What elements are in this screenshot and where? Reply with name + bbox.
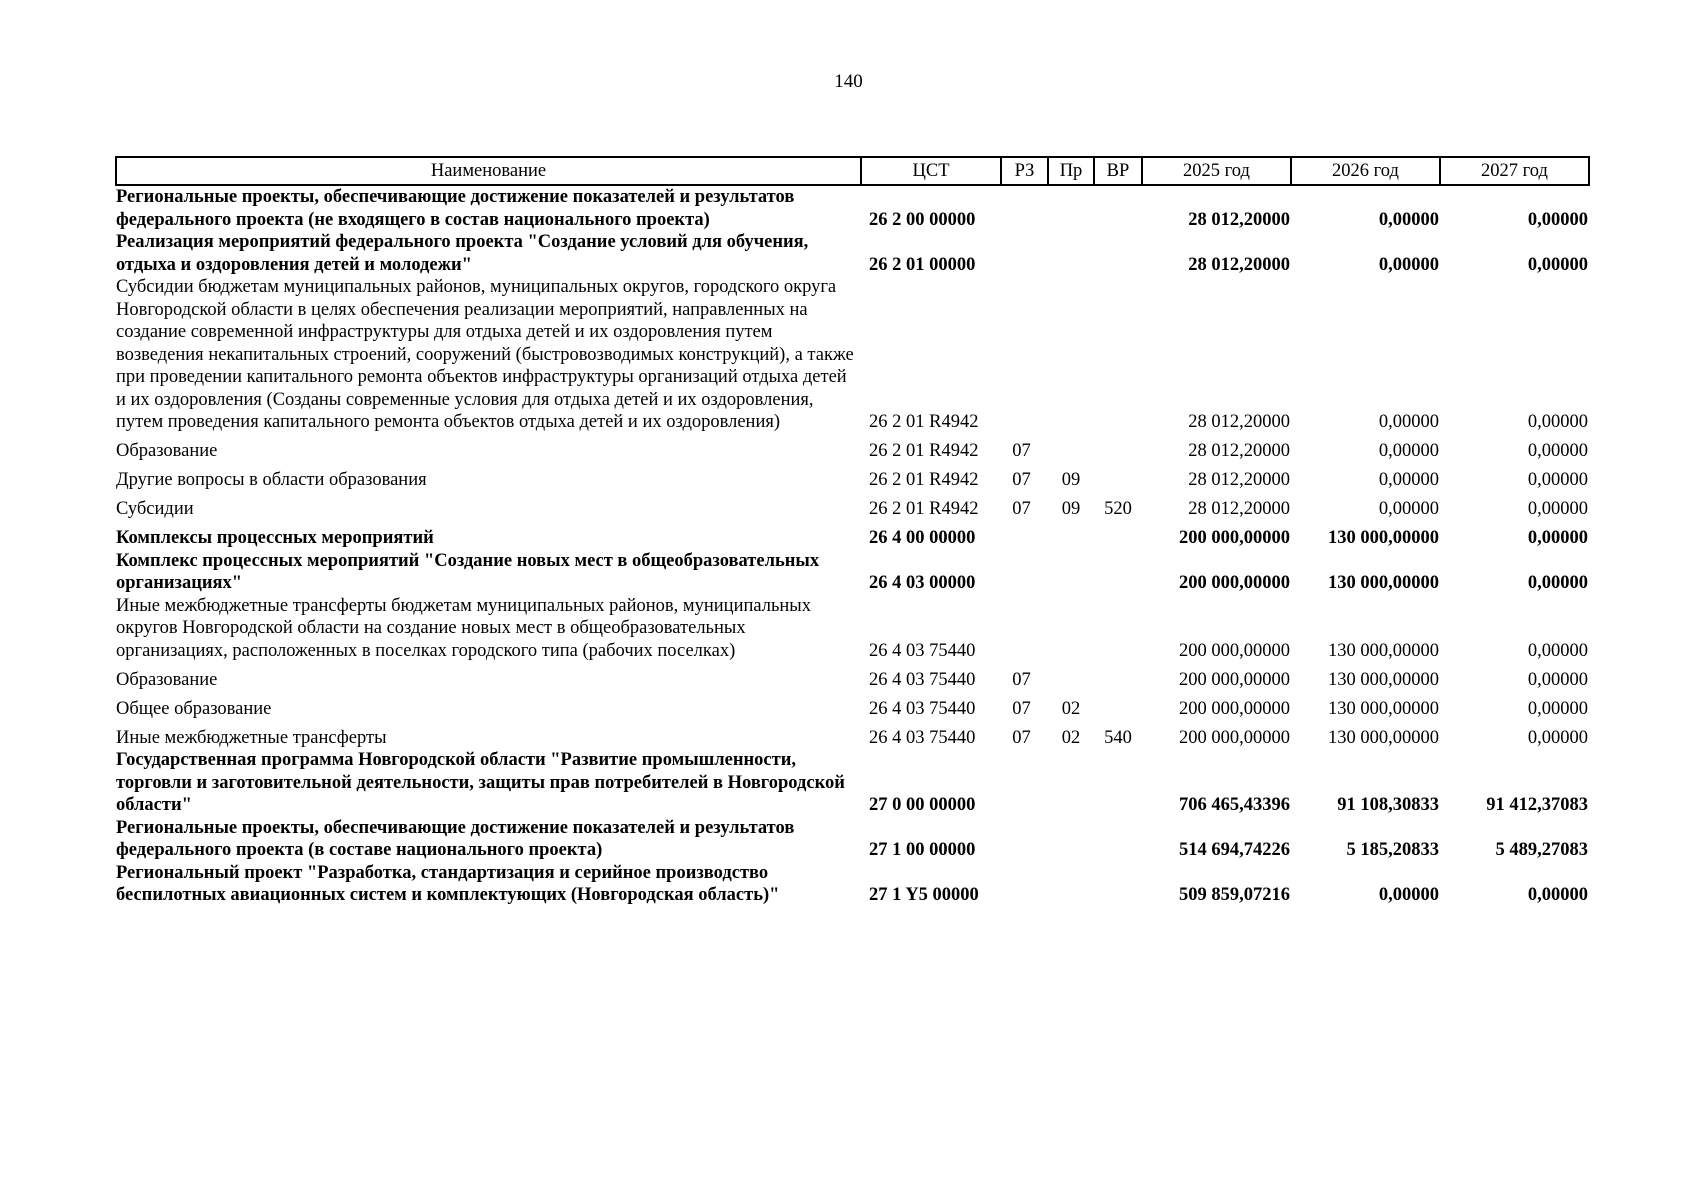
- row-pr: [1048, 749, 1094, 817]
- row-rz: 07: [1012, 669, 1031, 690]
- row-name: Комплекс процессных мероприятий "Создание новых мест в общеобразовательных организациях": [116, 550, 820, 593]
- row-2025: 200 000,00000: [1179, 669, 1290, 690]
- row-2026: 0,00000: [1378, 254, 1439, 275]
- row-pr: [1048, 276, 1094, 434]
- row-2025: 200 000,00000: [1179, 640, 1290, 661]
- row-2026: 0,00000: [1378, 412, 1439, 432]
- row-name: Региональный проект "Разработка, стандартизация и серийное производство беспилотных авиационных систем и комплектующих (Новгородская область)": [116, 862, 780, 905]
- row-cst: 26 4 03 75440: [869, 698, 976, 719]
- row-vr: [1094, 691, 1142, 720]
- table-row: [116, 463, 1589, 492]
- header-pr: Пр: [1048, 157, 1094, 185]
- row-2027: 0,00000: [1527, 698, 1588, 719]
- row-2025: 706 465,43396: [1179, 795, 1290, 815]
- table-row: [116, 720, 1589, 749]
- row-cst: 26 4 00 00000: [869, 528, 976, 548]
- row-pr: [1048, 550, 1094, 595]
- row-2027: 0,00000: [1527, 441, 1588, 461]
- row-2025: 28 012,20000: [1188, 209, 1290, 230]
- row-name: Реализация мероприятий федерального проекта "Создание условий для обучения, отдыха и оздоровления детей и молодежи": [116, 232, 809, 275]
- row-pr: [1048, 434, 1094, 463]
- row-2026: 130 000,00000: [1328, 669, 1439, 690]
- row-2027: 0,00000: [1527, 412, 1588, 432]
- table-row: [116, 550, 1589, 595]
- row-vr: [1094, 817, 1142, 862]
- row-2027: 0,00000: [1527, 528, 1588, 548]
- row-rz: [1001, 749, 1048, 817]
- row-pr: 09: [1061, 499, 1081, 519]
- table-row: [116, 662, 1589, 691]
- row-2026: 0,00000: [1378, 470, 1439, 490]
- row-cst: 27 1 Y5 00000: [869, 885, 979, 905]
- row-rz: 07: [1012, 727, 1031, 748]
- row-name: Государственная программа Новгородской области "Развитие промышленности, торговли и заготовительной деятельности, защиты прав потребителей в Новгородской области": [116, 750, 845, 815]
- row-vr: 520: [1104, 499, 1132, 519]
- row-name: Субсидии: [116, 499, 194, 519]
- row-2027: 0,00000: [1527, 727, 1588, 748]
- row-vr: [1094, 662, 1142, 691]
- row-2027: 5 489,27083: [1495, 840, 1588, 860]
- row-rz: 07: [1012, 441, 1031, 461]
- row-2025: 200 000,00000: [1179, 698, 1290, 719]
- row-vr: [1094, 749, 1142, 817]
- row-2026: 130 000,00000: [1328, 727, 1439, 748]
- row-rz: [1001, 862, 1048, 907]
- row-pr: [1048, 862, 1094, 907]
- header-name: Наименование: [116, 157, 861, 185]
- row-2025: 28 012,20000: [1188, 470, 1290, 490]
- table-row: [116, 231, 1589, 276]
- row-2025: 200 000,00000: [1179, 727, 1290, 748]
- row-cst: 26 2 00 00000: [869, 209, 976, 230]
- row-name: Субсидии бюджетам муниципальных районов, муниципальных округов, городского округа Новгородской области в целях обеспечения реализации мероприятий, направленных на создание современной инфраструктуры для отдыха детей и их оздоровления путем возведения некапитальных строений, сооружений (быстровозводимых конструкций), а также при проведении капитального ремонта объектов инфраструктуры организаций отдыха детей и их оздоровления (Созданы современные условия для отдыха детей и их оздоровления, путем проведения капитального ремонта объектов отдыха детей и их оздоровления): [116, 277, 854, 432]
- row-name: Региональные проекты, обеспечивающие достижение показателей и результатов федерального проекта (в составе национального проекта): [116, 817, 795, 860]
- table-row: [116, 521, 1589, 550]
- row-cst: 26 2 01 R4942: [869, 441, 979, 461]
- header-2025: 2025 год: [1142, 157, 1291, 185]
- row-cst: 26 2 01 R4942: [869, 412, 979, 432]
- row-2026: 130 000,00000: [1328, 528, 1439, 548]
- row-2026: 0,00000: [1378, 885, 1439, 905]
- row-pr: [1048, 231, 1094, 276]
- row-rz: [1001, 185, 1048, 231]
- row-pr: 02: [1061, 727, 1081, 748]
- row-name: Другие вопросы в области образования: [116, 470, 427, 490]
- row-2026: 0,00000: [1378, 499, 1439, 519]
- page-number: 140: [834, 71, 863, 92]
- row-vr: 540: [1104, 727, 1132, 748]
- row-name: Иные межбюджетные трансферты: [116, 727, 387, 748]
- row-vr: [1094, 185, 1142, 231]
- row-rz: [1001, 276, 1048, 434]
- row-rz: [1001, 595, 1048, 663]
- row-name: Образование: [116, 441, 218, 461]
- row-pr: 02: [1061, 698, 1081, 719]
- row-2027: 0,00000: [1527, 254, 1588, 275]
- header-cst: ЦСТ: [861, 157, 1001, 185]
- row-2025: 28 012,20000: [1188, 412, 1290, 432]
- row-2025: 200 000,00000: [1179, 528, 1290, 548]
- row-2027: 0,00000: [1527, 640, 1588, 661]
- row-vr: [1094, 231, 1142, 276]
- row-pr: [1048, 817, 1094, 862]
- row-vr: [1094, 463, 1142, 492]
- table-row: [116, 185, 1589, 231]
- row-2026: 5 185,20833: [1346, 840, 1439, 860]
- budget-table: [115, 156, 1590, 907]
- row-2026: 130 000,00000: [1328, 640, 1439, 661]
- row-rz: 07: [1012, 499, 1031, 519]
- header-rz: РЗ: [1001, 157, 1048, 185]
- row-2027: 0,00000: [1527, 669, 1588, 690]
- row-rz: [1001, 817, 1048, 862]
- row-cst: 27 1 00 00000: [869, 840, 976, 860]
- row-2025: 509 859,07216: [1179, 885, 1290, 905]
- table-row: [116, 862, 1589, 907]
- row-2026: 0,00000: [1378, 441, 1439, 461]
- header-2026: 2026 год: [1291, 157, 1440, 185]
- table-row: [116, 434, 1589, 463]
- table-row: [116, 492, 1589, 521]
- row-rz: 07: [1012, 698, 1031, 719]
- row-cst: 26 4 03 75440: [869, 669, 976, 690]
- row-2026: 0,00000: [1378, 209, 1439, 230]
- header-2027: 2027 год: [1440, 157, 1589, 185]
- row-vr: [1094, 595, 1142, 663]
- row-pr: [1048, 662, 1094, 691]
- row-2025: 28 012,20000: [1188, 441, 1290, 461]
- row-pr: [1048, 595, 1094, 663]
- row-2025: 28 012,20000: [1188, 499, 1290, 519]
- row-vr: [1094, 550, 1142, 595]
- row-name: Региональные проекты, обеспечивающие достижение показателей и результатов федерального проекта (не входящего в состав национального проекта): [116, 187, 795, 230]
- row-name: Общее образование: [116, 698, 272, 719]
- table-row: [116, 595, 1589, 663]
- row-cst: 26 2 01 00000: [869, 254, 976, 275]
- row-2025: 514 694,74226: [1179, 840, 1290, 860]
- row-2027: 0,00000: [1527, 499, 1588, 519]
- table-row: [116, 276, 1589, 434]
- table-row: [116, 749, 1589, 817]
- row-pr: 09: [1061, 470, 1081, 490]
- row-cst: 26 2 01 R4942: [869, 499, 979, 519]
- row-2025: 200 000,00000: [1179, 573, 1290, 593]
- row-2026: 91 108,30833: [1337, 795, 1439, 815]
- row-name: Иные межбюджетные трансферты бюджетам муниципальных районов, муниципальных округов Новгородской области на создание новых мест в общеобразовательных организациях, расположенных в поселках городского типа (рабочих поселках): [116, 595, 811, 661]
- row-2027: 0,00000: [1527, 573, 1588, 593]
- row-pr: [1048, 185, 1094, 231]
- header-vr: ВР: [1094, 157, 1142, 185]
- row-name: Комплексы процессных мероприятий: [116, 528, 434, 548]
- row-vr: [1094, 434, 1142, 463]
- row-vr: [1094, 862, 1142, 907]
- row-rz: [1001, 231, 1048, 276]
- row-cst: 26 4 03 00000: [869, 573, 976, 593]
- row-2027: 91 412,37083: [1486, 795, 1588, 815]
- table-row: [116, 817, 1589, 862]
- row-rz: [1001, 550, 1048, 595]
- table-header-row: [116, 157, 1589, 185]
- row-2027: 0,00000: [1527, 209, 1588, 230]
- row-pr: [1048, 521, 1094, 550]
- row-cst: 26 4 03 75440: [869, 727, 976, 748]
- row-2027: 0,00000: [1527, 470, 1588, 490]
- row-rz: [1001, 521, 1048, 550]
- row-2026: 130 000,00000: [1328, 698, 1439, 719]
- row-2027: 0,00000: [1527, 885, 1588, 905]
- row-vr: [1094, 276, 1142, 434]
- row-name: Образование: [116, 669, 218, 690]
- row-cst: 26 2 01 R4942: [869, 470, 979, 490]
- row-2026: 130 000,00000: [1328, 573, 1439, 593]
- row-cst: 26 4 03 75440: [869, 640, 976, 661]
- row-rz: 07: [1012, 470, 1031, 490]
- row-cst: 27 0 00 00000: [869, 795, 976, 815]
- row-2025: 28 012,20000: [1188, 254, 1290, 275]
- table-row: [116, 691, 1589, 720]
- row-vr: [1094, 521, 1142, 550]
